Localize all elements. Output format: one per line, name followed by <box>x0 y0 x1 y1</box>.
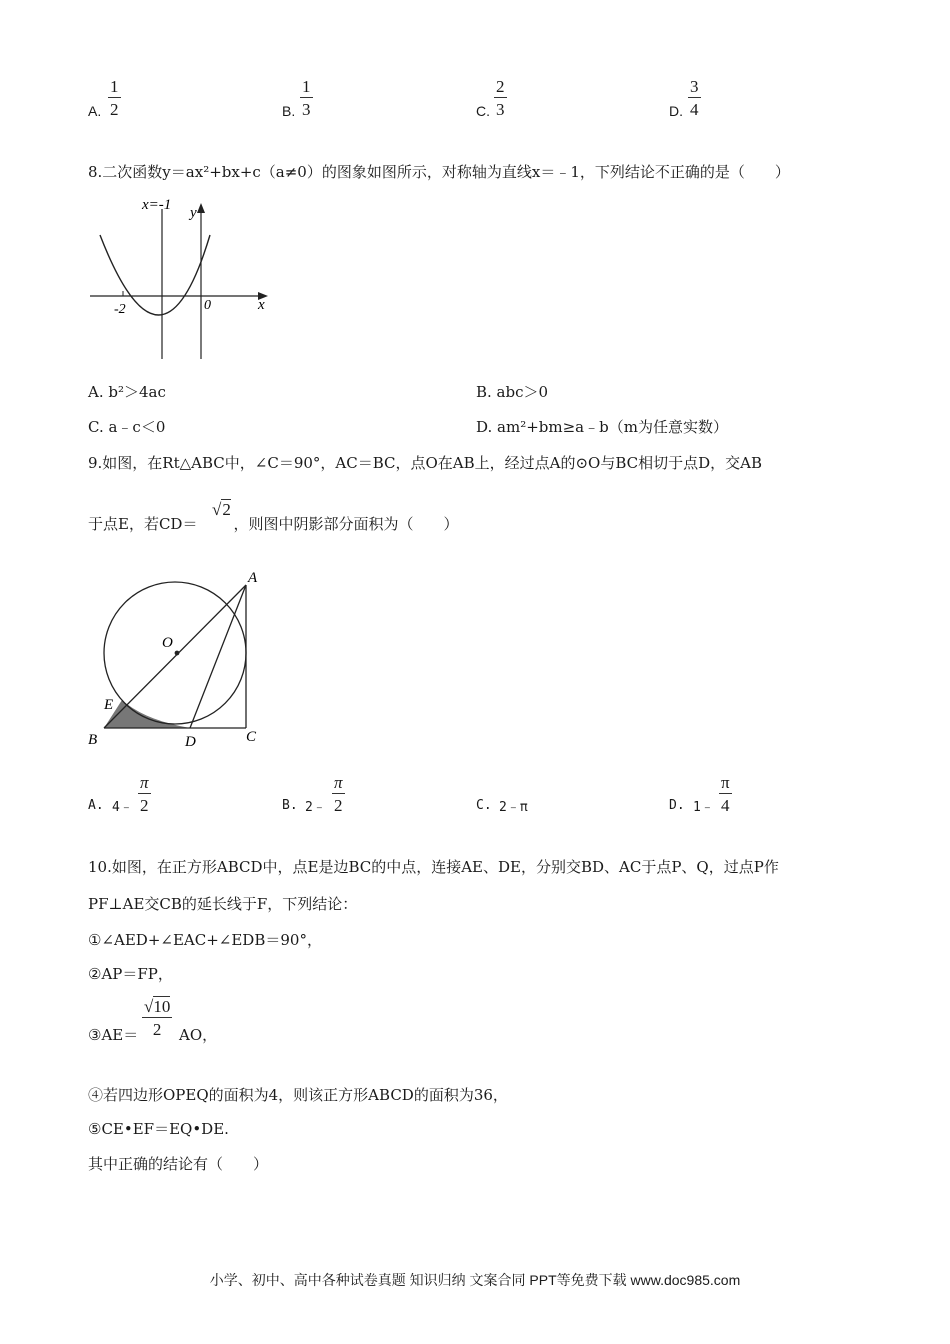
point-d-label: D <box>185 734 196 750</box>
q9-option-a-label: A. <box>88 798 104 813</box>
fraction-numerator: 3 <box>690 77 699 96</box>
q7-option-d-label: D. <box>669 103 683 119</box>
fraction-denominator: 3 <box>496 100 505 119</box>
fraction-denominator: 3 <box>302 100 311 119</box>
q10-item-2: ②AP＝FP， <box>88 965 173 983</box>
q10-item-5: ⑤CE•EF＝EQ•DE. <box>88 1120 229 1138</box>
q9-stem-line2-pre: 于点E，若CD＝ <box>88 515 198 533</box>
q9-option-b-pre: 2﹣ <box>305 800 326 815</box>
fraction-denominator: 2 <box>110 100 119 119</box>
q9-stem-line1: 9.如图，在Rt△ABC中，∠C＝90°，AC＝BC，点O在AB上，经过点A的⊙O与BC相切于点D，交AB <box>88 454 763 472</box>
y-axis-label: y <box>190 205 197 221</box>
fraction-denominator: 2 <box>334 796 343 815</box>
q9-option-d-fraction <box>719 774 732 814</box>
point-b-label: B <box>88 732 98 748</box>
q9-circle-triangle-figure <box>84 560 274 755</box>
point-a-label: A <box>248 570 258 586</box>
tick-label-zero: 0 <box>204 298 211 313</box>
q9-option-a-fraction <box>138 774 151 814</box>
q9-option-c-label: C. <box>476 798 492 813</box>
q10-item-3-fraction <box>142 998 172 1038</box>
q8-option-c: C. a﹣c＜0 <box>88 418 166 436</box>
q7-option-b-fraction <box>300 78 313 118</box>
axis-of-symmetry-label: x=-1 <box>142 197 172 213</box>
q8-option-d: D. am²+bm≥a﹣b（m为任意实数） <box>476 418 728 436</box>
point-c-label: C <box>246 729 257 745</box>
fraction-denominator: 4 <box>721 796 730 815</box>
point-o-label: O <box>162 635 173 651</box>
q10-item-3-pre: ③AE＝ <box>88 1026 139 1044</box>
tick-label-minus2: -2 <box>114 302 126 317</box>
q7-option-d-fraction <box>688 78 701 118</box>
fraction-numerator: 1 <box>302 77 311 96</box>
fraction-denominator: 2 <box>152 1020 162 1039</box>
q9-stem-line2 <box>88 513 458 534</box>
q10-stem-line2: PF⊥AE交CB的延长线于F，下列结论： <box>88 895 358 913</box>
sqrt-radicand: 2 <box>222 500 231 519</box>
fraction-denominator: 4 <box>690 100 699 119</box>
fraction-numerator: 2 <box>496 77 505 96</box>
q9-sqrt-2: √2 <box>212 500 231 519</box>
x-axis-label: x <box>258 297 265 313</box>
q7-option-a-label: A. <box>88 103 102 119</box>
q9-option-c-text: 2﹣π <box>499 800 528 815</box>
q7-option-a-fraction <box>108 78 121 118</box>
q8-parabola-graph <box>86 193 276 363</box>
q9-stem-line2-post: ，则图中阴影部分面积为（ ） <box>233 515 459 533</box>
fraction-numerator: 1 <box>110 77 119 96</box>
q9-option-b-label: B. <box>282 798 298 813</box>
fraction-numerator: √10 <box>144 997 171 1016</box>
fraction-denominator: 2 <box>140 796 149 815</box>
q8-option-a: A. b²＞4ac <box>88 383 166 401</box>
q10-stem-line1: 10.如图，在正方形ABCD中，点E是边BC的中点，连接AE、DE，分别交BD、AC于点P、Q，过点P作 <box>88 858 779 876</box>
point-e-label: E <box>104 697 114 713</box>
fraction-numerator: π <box>334 773 343 792</box>
q10-closing: 其中正确的结论有（ ） <box>88 1155 269 1173</box>
q10-item-3-post: AO， <box>179 1026 218 1044</box>
q9-option-a-pre: 4﹣ <box>112 800 133 815</box>
page-footer: 小学、初中、高中各种试卷真题 知识归纳 文案合同 PPT等免费下载 www.doc985.com <box>209 1272 741 1288</box>
q9-option-d-label: D. <box>669 798 685 813</box>
q9-option-b-fraction <box>332 774 345 814</box>
q10-item-4: ④若四边形OPEQ的面积为4，则该正方形ABCD的面积为36， <box>88 1086 508 1104</box>
q7-option-c-fraction <box>494 78 507 118</box>
q10-item-1: ①∠AED+∠EAC+∠EDB＝90°， <box>88 931 322 949</box>
fraction-numerator: π <box>721 773 730 792</box>
q8-stem: 8.二次函数y＝ax²+bx+c（a≠0）的图象如图所示，对称轴为直线x＝﹣1，下列结论不正确的是（ ） <box>88 163 790 181</box>
fraction-numerator: π <box>140 773 149 792</box>
q8-option-b: B. abc＞0 <box>476 383 549 401</box>
q7-option-b-label: B. <box>282 103 296 119</box>
sqrt-radicand: 10 <box>153 997 171 1016</box>
q7-option-c-label: C. <box>476 103 490 119</box>
q9-option-d-pre: 1﹣ <box>693 800 714 815</box>
